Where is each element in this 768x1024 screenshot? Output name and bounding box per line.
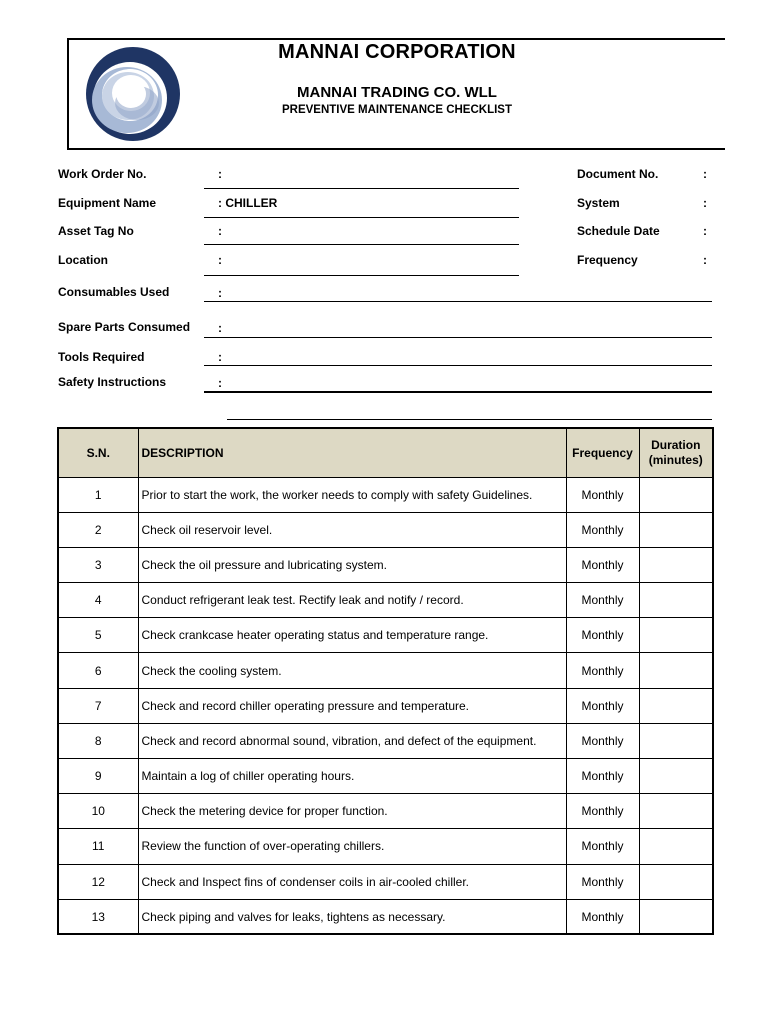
safety-instructions-line bbox=[204, 391, 712, 393]
row-description: Conduct refrigerant leak test. Rectify leak and notify / record. bbox=[138, 583, 566, 618]
row-frequency: Monthly bbox=[566, 723, 639, 758]
row-duration-cell[interactable] bbox=[639, 547, 713, 582]
equipment-name-label: Equipment Name bbox=[58, 196, 157, 210]
work-order-line bbox=[204, 188, 519, 189]
schedule-date-label: Schedule Date bbox=[577, 224, 660, 238]
row-description: Maintain a log of chiller operating hours. bbox=[138, 759, 566, 794]
spare-parts-value[interactable]: : bbox=[218, 321, 222, 335]
row-duration-cell[interactable] bbox=[639, 794, 713, 829]
row-description: Check the metering device for proper function. bbox=[138, 794, 566, 829]
row-frequency: Monthly bbox=[566, 618, 639, 653]
row-frequency: Monthly bbox=[566, 653, 639, 688]
consumables-label: Consumables Used bbox=[58, 285, 170, 299]
table-row bbox=[58, 477, 713, 512]
table-row bbox=[58, 583, 713, 618]
table-row bbox=[58, 688, 713, 723]
table-row bbox=[58, 723, 713, 758]
row-duration-cell[interactable] bbox=[639, 864, 713, 899]
table-row bbox=[58, 512, 713, 547]
row-duration-cell[interactable] bbox=[639, 723, 713, 758]
table-header-row bbox=[58, 428, 713, 477]
consumables-line bbox=[204, 301, 712, 302]
system-label: System bbox=[577, 196, 620, 210]
row-duration-cell[interactable] bbox=[639, 512, 713, 547]
row-frequency: Monthly bbox=[566, 899, 639, 934]
row-description: Check the cooling system. bbox=[138, 653, 566, 688]
row-duration-cell[interactable] bbox=[639, 618, 713, 653]
row-frequency: Monthly bbox=[566, 583, 639, 618]
safety-instructions-label: Safety Instructions bbox=[58, 375, 167, 389]
row-sn: 4 bbox=[58, 583, 138, 618]
document-no-label: Document No. bbox=[577, 167, 659, 181]
row-description: Check the oil pressure and lubricating system. bbox=[138, 547, 566, 582]
header-sn: S.N. bbox=[58, 428, 138, 477]
header-duration bbox=[639, 428, 713, 477]
table-row bbox=[58, 899, 713, 934]
table-row bbox=[58, 759, 713, 794]
row-sn: 9 bbox=[58, 759, 138, 794]
location-value[interactable]: : bbox=[218, 253, 222, 267]
row-sn: 13 bbox=[58, 899, 138, 934]
row-frequency: Monthly bbox=[566, 759, 639, 794]
extra-line bbox=[227, 419, 712, 420]
row-description: Check piping and valves for leaks, tightens as necessary. bbox=[138, 899, 566, 934]
row-sn: 5 bbox=[58, 618, 138, 653]
location-line bbox=[204, 275, 519, 276]
row-description: Prior to start the work, the worker needs to comply with safety Guidelines. bbox=[138, 477, 566, 512]
row-sn: 10 bbox=[58, 794, 138, 829]
table-row bbox=[58, 829, 713, 864]
row-frequency: Monthly bbox=[566, 547, 639, 582]
spare-parts-label: Spare Parts Consumed bbox=[58, 320, 191, 334]
row-sn: 3 bbox=[58, 547, 138, 582]
spare-parts-line bbox=[204, 337, 712, 338]
row-frequency: Monthly bbox=[566, 477, 639, 512]
row-duration-cell[interactable] bbox=[639, 583, 713, 618]
row-sn: 8 bbox=[58, 723, 138, 758]
row-description: Check crankcase heater operating status and temperature range. bbox=[138, 618, 566, 653]
tools-required-line bbox=[204, 365, 712, 366]
tools-required-label: Tools Required bbox=[58, 350, 145, 364]
asset-tag-label: Asset Tag No bbox=[58, 224, 134, 238]
row-sn: 6 bbox=[58, 653, 138, 688]
subsidiary-name: MANNAI TRADING CO. WLL bbox=[297, 84, 497, 101]
row-duration-cell[interactable] bbox=[639, 477, 713, 512]
schedule-date-value[interactable]: : bbox=[703, 224, 707, 238]
row-frequency: Monthly bbox=[566, 829, 639, 864]
table-row bbox=[58, 653, 713, 688]
safety-instructions-value[interactable]: : bbox=[218, 376, 222, 390]
row-sn: 11 bbox=[58, 829, 138, 864]
row-frequency: Monthly bbox=[566, 688, 639, 723]
system-value[interactable]: : bbox=[703, 196, 707, 210]
row-duration-cell[interactable] bbox=[639, 759, 713, 794]
row-sn: 12 bbox=[58, 864, 138, 899]
form-title: PREVENTIVE MAINTENANCE CHECKLIST bbox=[281, 104, 513, 116]
work-order-label: Work Order No. bbox=[58, 167, 147, 181]
company-name: MANNAI CORPORATION bbox=[278, 41, 516, 63]
header-duration-line2: (minutes) bbox=[648, 452, 703, 467]
table-row bbox=[58, 547, 713, 582]
row-description: Check and record chiller operating pressure and temperature. bbox=[138, 688, 566, 723]
equipment-name-line bbox=[204, 217, 519, 218]
row-sn: 7 bbox=[58, 688, 138, 723]
header-duration-line1: Duration bbox=[651, 437, 701, 452]
header-frequency: Frequency bbox=[566, 428, 639, 477]
table-row bbox=[58, 864, 713, 899]
table-row bbox=[58, 618, 713, 653]
document-header bbox=[67, 38, 725, 150]
row-frequency: Monthly bbox=[566, 864, 639, 899]
tools-required-value[interactable]: : bbox=[218, 350, 222, 364]
table-row bbox=[58, 794, 713, 829]
checklist-table bbox=[57, 427, 714, 935]
location-label: Location bbox=[58, 253, 108, 267]
row-frequency: Monthly bbox=[566, 512, 639, 547]
row-frequency: Monthly bbox=[566, 794, 639, 829]
row-duration-cell[interactable] bbox=[639, 688, 713, 723]
row-sn: 2 bbox=[58, 512, 138, 547]
row-sn: 1 bbox=[58, 477, 138, 512]
row-description: Check and Inspect fins of condenser coils in air-cooled chiller. bbox=[138, 864, 566, 899]
row-duration-cell[interactable] bbox=[639, 829, 713, 864]
asset-tag-line bbox=[204, 244, 519, 245]
work-order-value[interactable]: : bbox=[218, 167, 222, 181]
row-duration-cell[interactable] bbox=[639, 653, 713, 688]
consumables-value[interactable]: : bbox=[218, 286, 222, 300]
row-description: Check and record abnormal sound, vibration, and defect of the equipment. bbox=[138, 723, 566, 758]
equipment-name-value[interactable]: : CHILLER bbox=[218, 196, 278, 210]
row-description: Check oil reservoir level. bbox=[138, 512, 566, 547]
document-no-value[interactable]: : bbox=[703, 167, 707, 181]
row-duration-cell[interactable] bbox=[639, 899, 713, 934]
asset-tag-value[interactable]: : bbox=[218, 224, 222, 238]
header-description: DESCRIPTION bbox=[138, 428, 566, 477]
frequency-label: Frequency bbox=[577, 253, 638, 267]
frequency-value[interactable]: : bbox=[703, 253, 707, 267]
row-description: Review the function of over-operating chillers. bbox=[138, 829, 566, 864]
